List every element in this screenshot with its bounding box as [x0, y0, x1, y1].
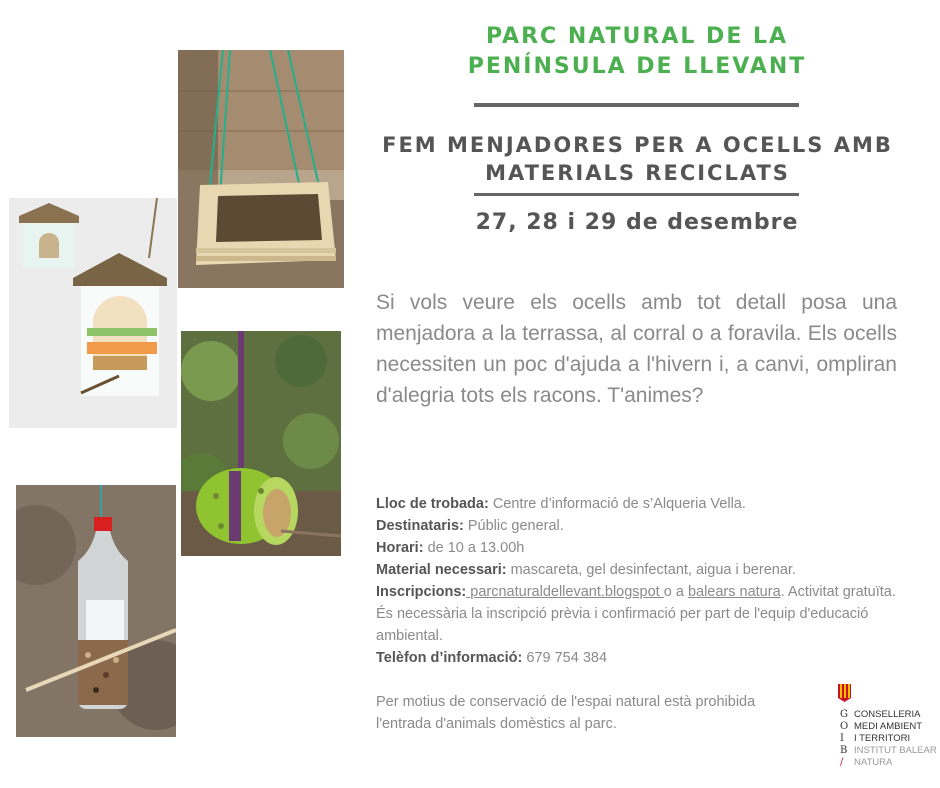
signup-label: Inscripcions:: [376, 584, 467, 600]
signup-line: [376, 581, 896, 647]
park-title: [400, 22, 874, 82]
meeting-point-label: Lloc de trobada:: [376, 496, 489, 512]
divider-top: [474, 103, 799, 107]
material-label: Material necessari:: [376, 562, 507, 578]
logo-letter-i: I: [840, 733, 844, 744]
signup-mid: o a: [663, 584, 688, 600]
info-block: [376, 493, 896, 669]
logo-slash-icon: /: [840, 757, 844, 768]
audience-label: Destinataris:: [376, 518, 464, 534]
logo-line3: I TERRITORI: [854, 733, 911, 744]
milk-carton-feeder-photo: [9, 198, 177, 428]
material-value: mascareta, gel desinfectant, aigua i berenar.: [506, 562, 796, 578]
phone-value: 679 754 384: [522, 650, 608, 666]
audience-line: [376, 515, 896, 537]
park-title-line2: PENÍNSULA DE LLEVANT: [467, 54, 807, 79]
activity-title-line1: FEM MENJADORES PER A OCELLS AMB: [382, 133, 893, 157]
logo-line5: NATURA: [854, 757, 893, 768]
activity-title-line2: MATERIALS RECICLATS: [485, 161, 790, 185]
material-line: [376, 559, 896, 581]
logo-text: [854, 709, 937, 769]
activity-dates: 27, 28 i 29 de desembre: [475, 210, 799, 235]
logo-line2: MEDI AMBIENT: [854, 721, 923, 732]
govern-logo: [836, 682, 936, 772]
phone-line: [376, 647, 896, 669]
schedule-line: [376, 537, 896, 559]
activity-title: [370, 131, 905, 187]
schedule-value: de 10 a 13.00h: [423, 540, 525, 556]
blog-link[interactable]: parcnaturaldellevant.blogspot: [466, 584, 664, 600]
intro-paragraph: Si vols veure els ocells amb tot detall posa una menjadora a la terrassa, al corral o a foravila. Els ocells necessiten un poc d'ajuda a l'hivern i, a canvi, ompliran d'alegria tots els racons. T'animes?: [376, 291, 897, 407]
audience-value: Públic general.: [463, 518, 564, 534]
logo-line4: INSTITUT BALEAR: [854, 745, 937, 756]
signup-rest: . Activitat gratuïta. És necessària la inscripció prèvia i confirmació per part de l'equip d'educació ambiental.: [376, 584, 896, 644]
phone-label: Telèfon d’informació:: [376, 650, 523, 666]
meeting-point-line: [376, 493, 896, 515]
logo-letter-o: O: [840, 721, 849, 732]
plastic-bottle-feeder-photo: [16, 485, 176, 737]
pets-note: Per motius de conservació de l'espai natural està prohibida l'entrada d'animals domèstics al parc.: [376, 694, 756, 732]
divider-bottom: [474, 193, 799, 196]
wooden-tray-feeder-photo: [178, 50, 344, 288]
meeting-point-value: Centre d’informació de s’Alqueria Vella.: [488, 496, 746, 512]
park-title-line1: PARC NATURAL DE LA: [485, 24, 789, 49]
schedule-label: Horari:: [376, 540, 424, 556]
tin-can-feeder-photo: [181, 331, 341, 556]
logo-line1: CONSELLERIA: [854, 709, 921, 720]
balears-natura-link[interactable]: balears natura: [687, 584, 781, 600]
govern-emblem-icon: [838, 684, 851, 702]
logo-letter-b: B: [840, 745, 848, 756]
logo-letter-g: G: [840, 709, 848, 720]
goib-letters: [840, 709, 850, 769]
